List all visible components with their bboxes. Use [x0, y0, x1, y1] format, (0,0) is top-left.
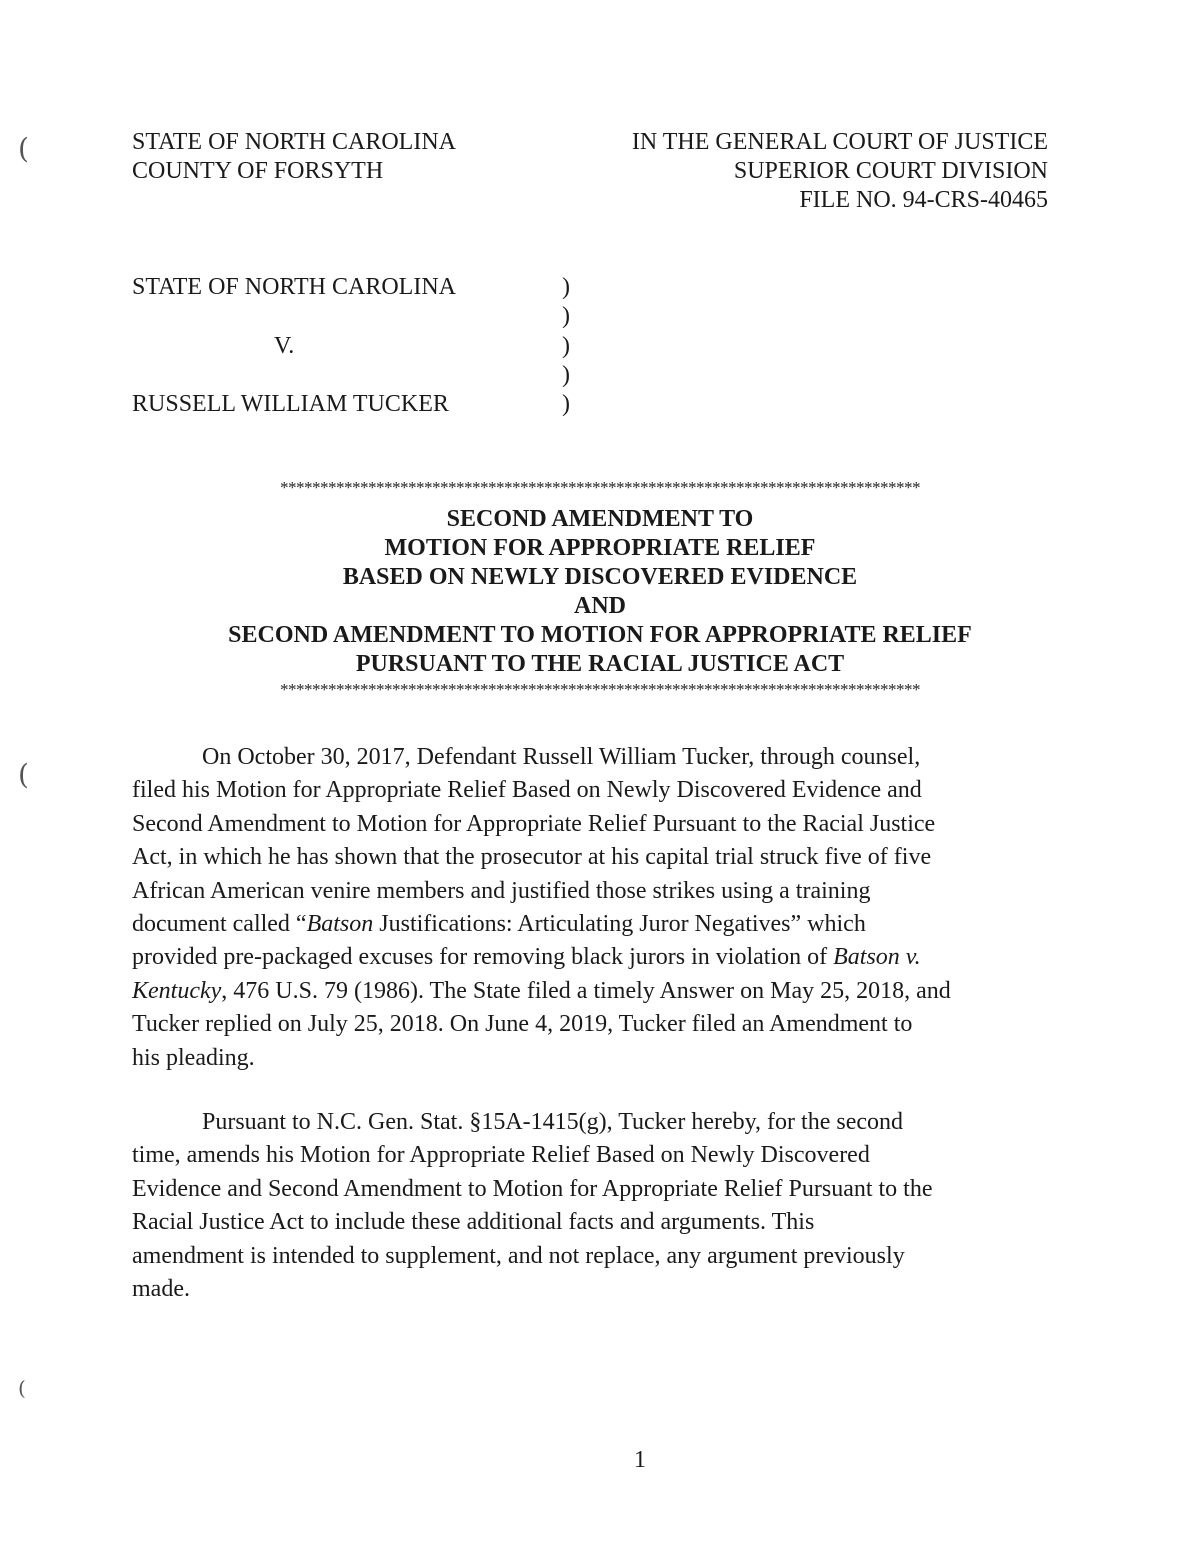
- paren-1: ): [562, 274, 570, 300]
- caption-court: IN THE GENERAL COURT OF JUSTICE: [631, 129, 1048, 155]
- title-line-3: BASED ON NEWLY DISCOVERED EVIDENCE: [342, 564, 858, 590]
- party-defendant: RUSSELL WILLIAM TUCKER: [132, 391, 449, 417]
- para1-line: Tucker replied on July 25, 2018. On June 4, 2019, Tucker filed an Amendment to: [132, 1011, 913, 1038]
- title-line-5: SECOND AMENDMENT TO MOTION FOR APPROPRIATE RELIEF: [228, 622, 972, 648]
- para1-text: , 476 U.S. 79 (1986). The State filed a timely Answer on May 25, 2018, and: [221, 977, 951, 1004]
- para2-line: Pursuant to N.C. Gen. Stat. §15A-1415(g), Tucker hereby, for the second: [202, 1109, 904, 1135]
- paren-3: ): [562, 333, 570, 359]
- para1-text: document called “: [132, 911, 307, 938]
- title-line-2: MOTION FOR APPROPRIATE RELIEF: [384, 535, 816, 561]
- case-name-batson-v: Batson v.: [833, 944, 921, 971]
- paren-4: ): [562, 362, 570, 388]
- paren-5: ): [562, 391, 570, 417]
- case-name-kentucky: Kentucky: [132, 977, 222, 1004]
- scan-mark-middle: (: [18, 758, 29, 791]
- para2-line: Racial Justice Act to include these additional facts and arguments. This: [132, 1209, 815, 1236]
- paragraph-1: [132, 741, 1072, 1075]
- scan-mark-top: (: [18, 132, 29, 165]
- scan-mark-bottom: (: [18, 1376, 26, 1400]
- para2-line: Evidence and Second Amendment to Motion for Appropriate Relief Pursuant to the: [132, 1175, 933, 1202]
- para1-line: Act, in which he has shown that the prosecutor at his capital trial struck five of five: [132, 844, 932, 871]
- title-line-4: AND: [574, 593, 626, 619]
- paragraph-2: [132, 1106, 1072, 1306]
- para2-line: time, amends his Motion for Appropriate Relief Based on Newly Discovered: [132, 1142, 870, 1169]
- paren-2: ): [562, 303, 570, 329]
- para1-line: [132, 975, 1072, 1008]
- title-line-6: PURSUANT TO THE RACIAL JUSTICE ACT: [355, 651, 845, 677]
- para1-text: Justifications: Articulating Juror Negatives” which: [373, 911, 866, 938]
- caption-file-number: FILE NO. 94-CRS-40465: [799, 187, 1048, 213]
- para1-line: [132, 908, 1072, 941]
- page-number: 1: [634, 1447, 646, 1473]
- party-versus: V.: [274, 333, 295, 359]
- caption-county: COUNTY OF FORSYTH: [132, 158, 384, 184]
- party-plaintiff: STATE OF NORTH CAROLINA: [132, 274, 456, 300]
- title-rule-top: ********************************************************************************: [280, 479, 920, 497]
- para1-line: On October 30, 2017, Defendant Russell William Tucker, through counsel,: [202, 744, 921, 770]
- para1-line: Second Amendment to Motion for Appropriate Relief Pursuant to the Racial Justice: [132, 810, 936, 837]
- para1-line: African American venire members and justified those strikes using a training: [132, 877, 871, 904]
- para1-line: [132, 941, 1072, 974]
- caption-state: STATE OF NORTH CAROLINA: [132, 129, 456, 155]
- para2-line: made.: [132, 1276, 190, 1303]
- para1-line: his pleading.: [132, 1044, 255, 1071]
- para2-line: amendment is intended to supplement, and not replace, any argument previously: [132, 1242, 905, 1269]
- para1-line: filed his Motion for Appropriate Relief Based on Newly Discovered Evidence and: [132, 777, 922, 804]
- case-name-batson: Batson: [306, 911, 374, 938]
- caption-division: SUPERIOR COURT DIVISION: [733, 158, 1048, 184]
- para1-text: provided pre-packaged excuses for removing black jurors in violation of: [132, 944, 834, 971]
- title-line-1: SECOND AMENDMENT TO: [446, 506, 754, 532]
- title-rule-bottom: ********************************************************************************: [280, 681, 920, 699]
